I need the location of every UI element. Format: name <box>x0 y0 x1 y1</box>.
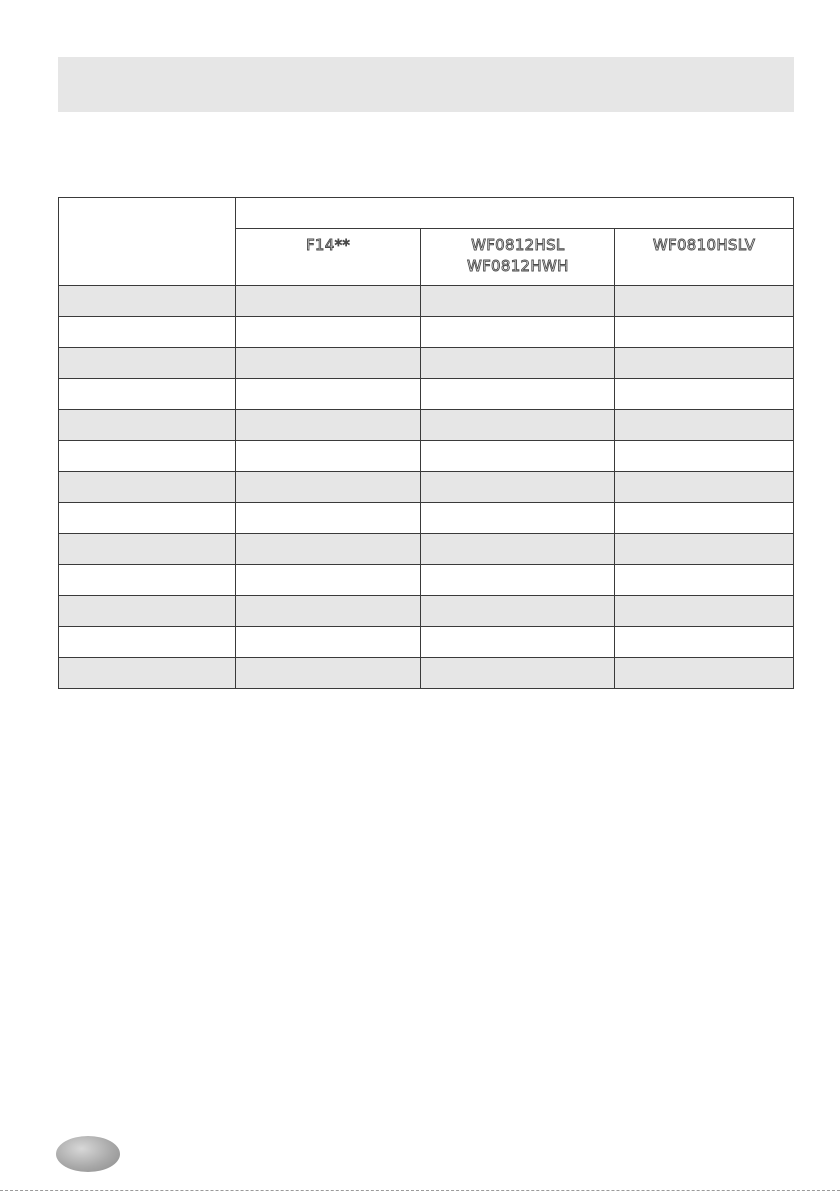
page-bottom-rule <box>0 1190 840 1191</box>
table-cell <box>235 627 421 658</box>
table-cell <box>59 379 236 410</box>
table-cell <box>421 410 615 441</box>
table-cell <box>615 503 794 534</box>
table-cell <box>59 596 236 627</box>
header-corner-cell <box>59 198 236 286</box>
table-cell <box>421 472 615 503</box>
table-header-row <box>59 198 794 229</box>
model-cell-3 <box>615 229 794 286</box>
table-cell <box>235 410 421 441</box>
table-row <box>59 410 794 441</box>
model-cell-1 <box>235 229 421 286</box>
table-cell <box>615 534 794 565</box>
table-cell <box>235 565 421 596</box>
table-cell <box>615 658 794 689</box>
table-cell <box>421 286 615 317</box>
page-number-tab <box>56 1136 120 1172</box>
table-cell <box>421 534 615 565</box>
table-cell <box>235 317 421 348</box>
table-cell <box>59 565 236 596</box>
table-row <box>59 317 794 348</box>
table-cell <box>615 441 794 472</box>
table-row <box>59 534 794 565</box>
model-name: WF0812HWH <box>466 257 569 275</box>
table-cell <box>421 379 615 410</box>
table-cell <box>59 317 236 348</box>
table-row <box>59 286 794 317</box>
table-cell <box>615 286 794 317</box>
table-cell <box>235 286 421 317</box>
table-cell <box>421 596 615 627</box>
table-row <box>59 379 794 410</box>
table-cell <box>421 348 615 379</box>
table-cell <box>59 472 236 503</box>
table-cell <box>421 441 615 472</box>
table-cell <box>421 317 615 348</box>
header-band <box>58 57 794 112</box>
table-cell <box>235 379 421 410</box>
model-name: WF0810HSLV <box>652 236 756 254</box>
table-cell <box>615 627 794 658</box>
table-row <box>59 565 794 596</box>
model-name: F14** <box>305 236 351 254</box>
table-cell <box>59 658 236 689</box>
header-group-cell <box>235 198 793 229</box>
table-row <box>59 503 794 534</box>
table-cell <box>235 534 421 565</box>
table-cell <box>421 503 615 534</box>
table-cell <box>59 410 236 441</box>
table-cell <box>615 317 794 348</box>
table-cell <box>235 503 421 534</box>
table-cell <box>59 441 236 472</box>
spec-table <box>58 197 794 689</box>
table-cell <box>615 410 794 441</box>
table-cell <box>235 348 421 379</box>
table-cell <box>59 348 236 379</box>
table-cell <box>235 472 421 503</box>
table-cell <box>615 596 794 627</box>
table-cell <box>615 379 794 410</box>
table-cell <box>59 503 236 534</box>
table-cell <box>235 596 421 627</box>
table-cell <box>421 565 615 596</box>
table-cell <box>615 348 794 379</box>
table-cell <box>235 658 421 689</box>
table-row <box>59 627 794 658</box>
model-name: WF0812HSL <box>471 236 565 254</box>
table-row <box>59 658 794 689</box>
table-row <box>59 596 794 627</box>
table-cell <box>59 627 236 658</box>
table-row <box>59 348 794 379</box>
table-cell <box>615 565 794 596</box>
table-cell <box>59 286 236 317</box>
table-cell <box>421 658 615 689</box>
table-row <box>59 472 794 503</box>
table-cell <box>235 441 421 472</box>
table-cell <box>59 534 236 565</box>
table-cell <box>615 472 794 503</box>
table-row <box>59 441 794 472</box>
model-cell-2 <box>421 229 615 286</box>
table-cell <box>421 627 615 658</box>
table-body <box>59 286 794 689</box>
